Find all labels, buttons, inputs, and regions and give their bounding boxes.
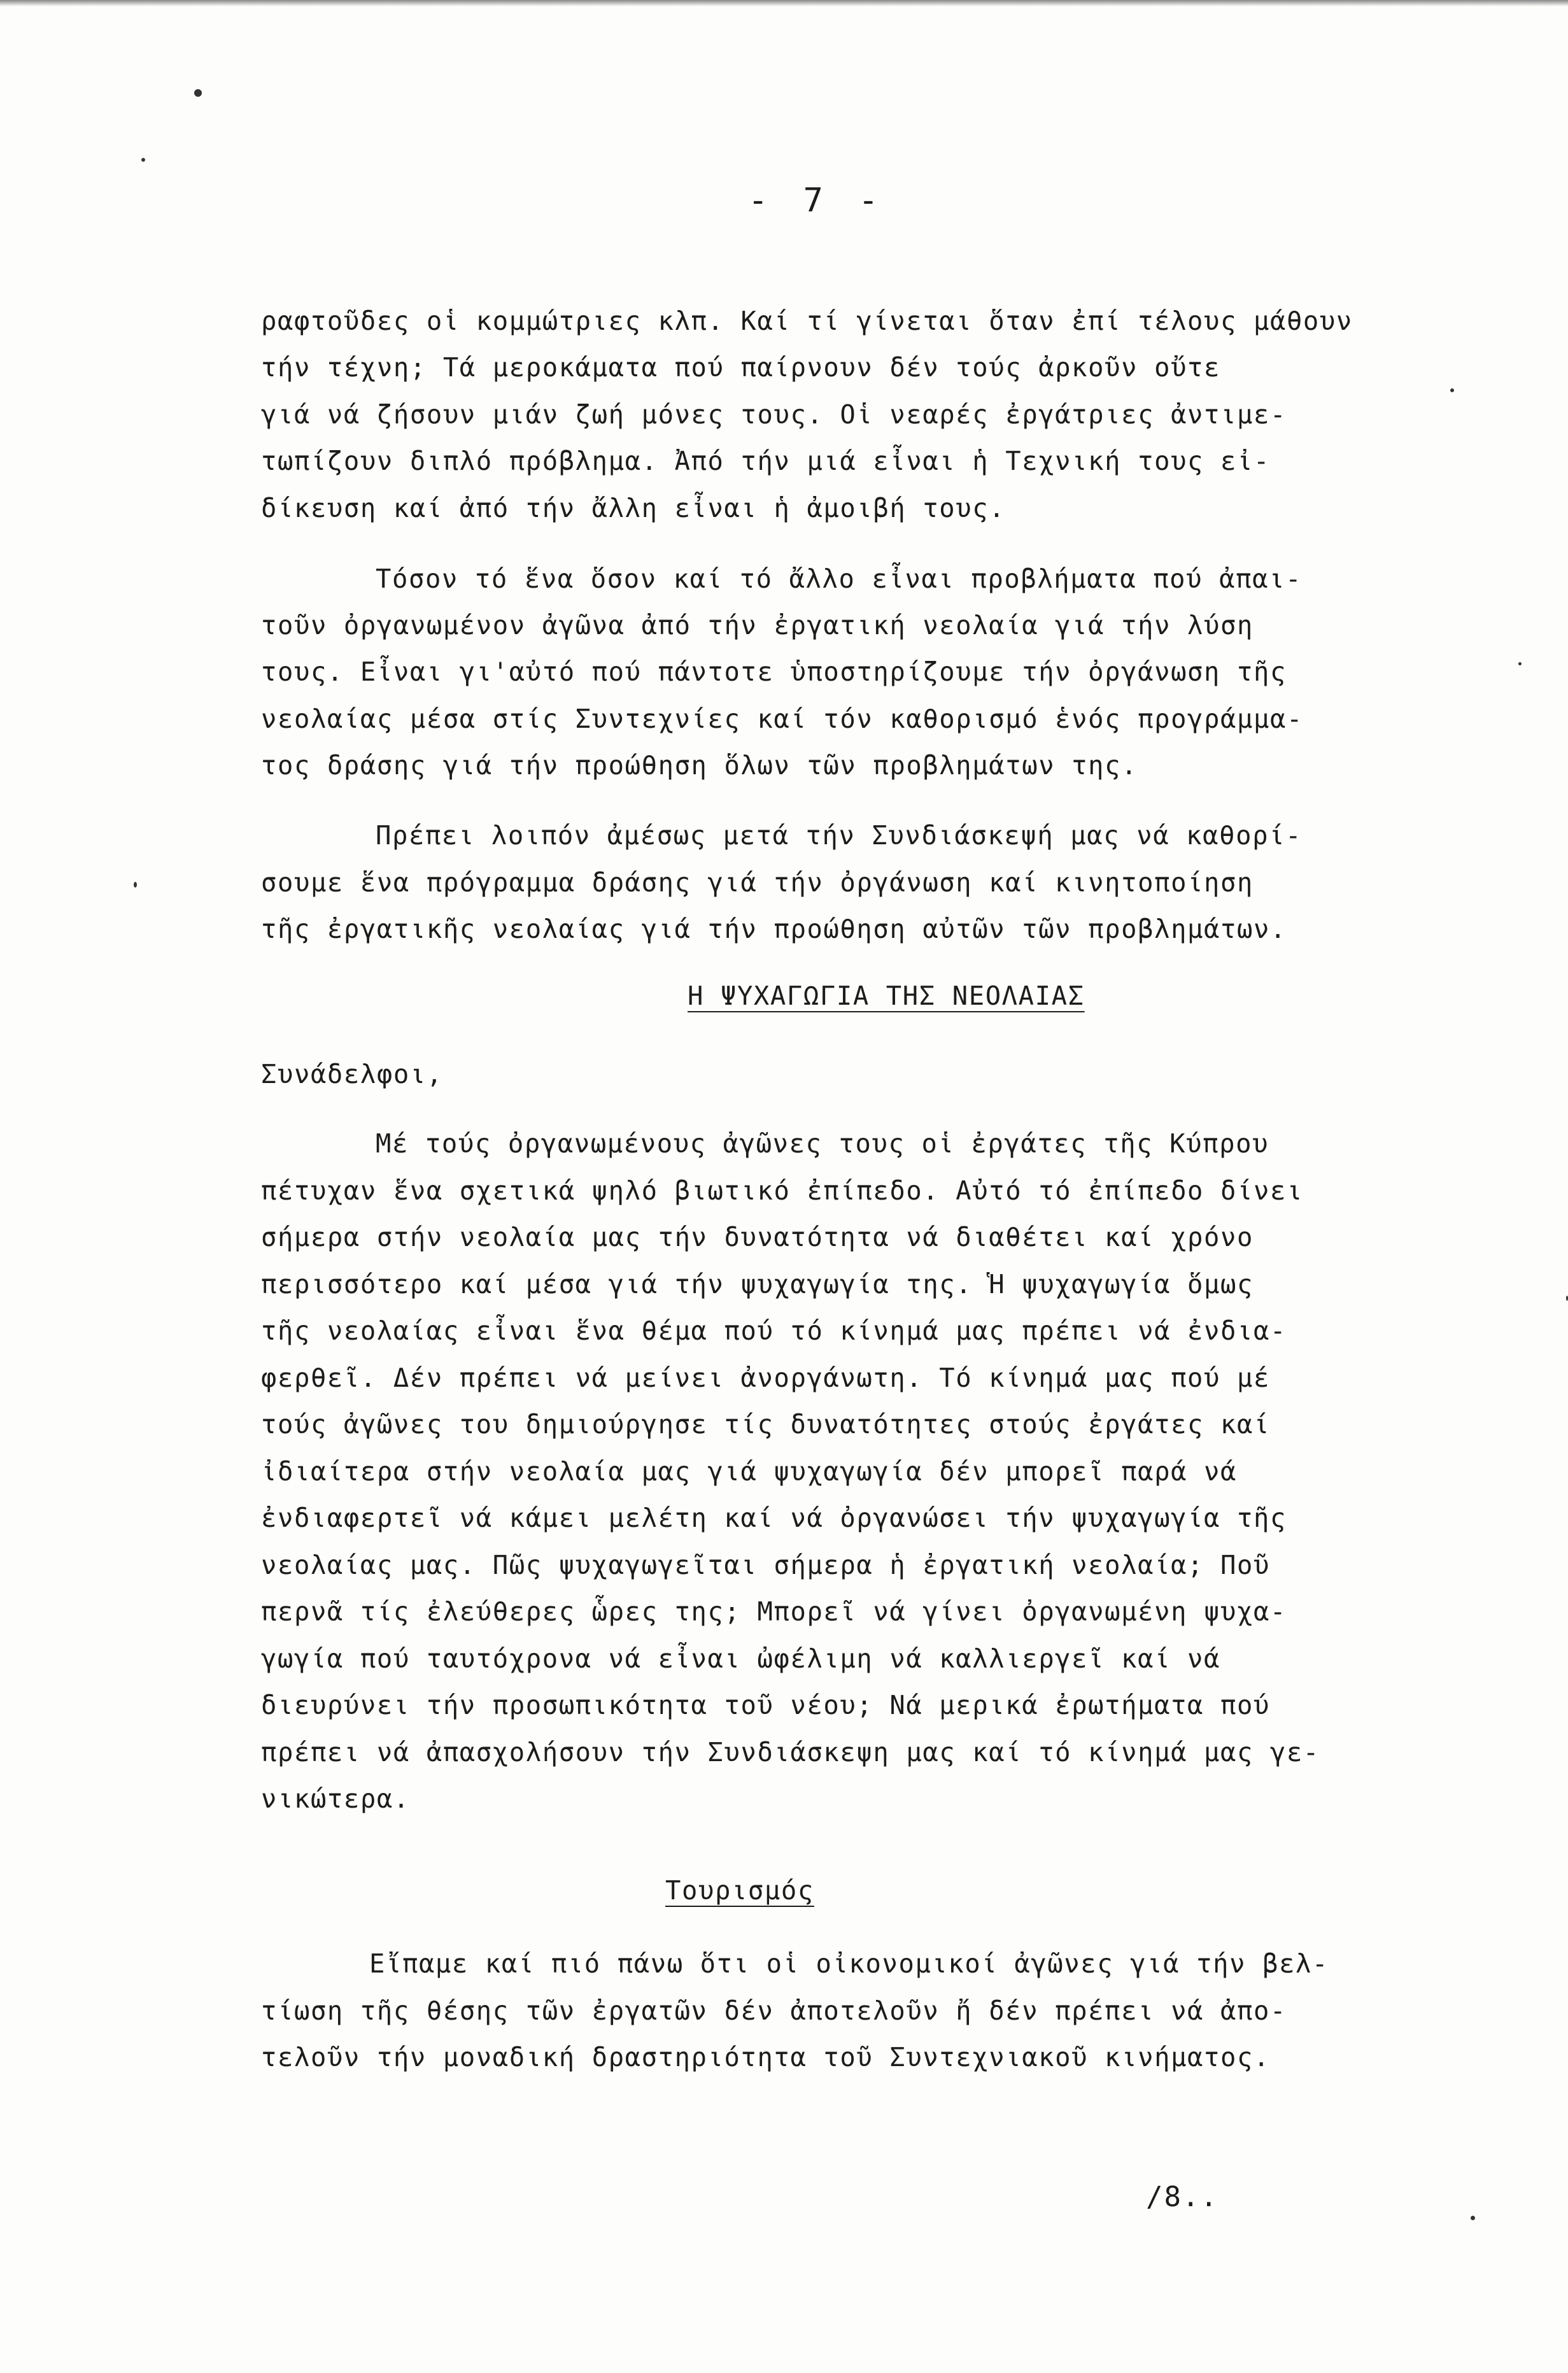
scan-speck	[194, 89, 202, 97]
text-line: γιά νά ζήσουν μιάν ζωή μόνες τους. Οἱ νεαρές ἐργάτριες ἀντιμε-	[261, 399, 1287, 430]
section-heading-tourism: Τουρισμός	[665, 1875, 814, 1906]
text-line: νικώτερα.	[261, 1783, 410, 1814]
text-line: Πρέπει λοιπόν ἀμέσως μετά τήν Συνδιάσκεψή μας νά καθορί-	[376, 820, 1303, 851]
text-line: Μέ τούς ὀργανωμένους ἀγῶνες τους οἱ ἐργάτες τῆς Κύπρου	[376, 1128, 1269, 1159]
text-line: διευρύνει τήν προσωπικότητα τοῦ νέου; Νά μερικά ἐρωτήματα πού	[261, 1690, 1270, 1720]
salutation: Συνάδελφοι,	[261, 1059, 443, 1089]
text-line: τῆς ἐργατικῆς νεολαίας γιά τήν προώθηση αὐτῶν τῶν προβλημάτων.	[261, 914, 1287, 944]
text-line: Τόσον τό ἕνα ὅσον καί τό ἄλλο εἶναι προβλήματα πού ἀπαι-	[376, 563, 1303, 594]
continuation-marker: /8..	[1146, 2181, 1218, 2213]
scan-top-edge	[0, 0, 1568, 6]
text-line: δίκευση καί ἀπό τήν ἄλλη εἶναι ἡ ἀμοιβή τους.	[261, 493, 1006, 523]
scan-speck	[1471, 2216, 1475, 2220]
text-line: τήν τέχνη; Τά μεροκάματα πού παίρνουν δέν τούς ἀρκοῦν οὔτε	[261, 352, 1221, 383]
text-line: τους. Εἶναι γι'αὐτό πού πάντοτε ὑποστηρίζουμε τήν ὀργάνωση τῆς	[261, 656, 1287, 687]
scan-speck	[1450, 388, 1454, 392]
text-line: πέτυχαν ἕνα σχετικά ψηλό βιωτικό ἐπίπεδο. Αὐτό τό ἐπίπεδο δίνει	[261, 1175, 1303, 1206]
text-line: ἐνδιαφερτεῖ νά κάμει μελέτη καί νά ὀργανώσει τήν ψυχαγωγία τῆς	[261, 1503, 1287, 1533]
text-line: σουμε ἕνα πρόγραμμα δράσης γιά τήν ὀργάνωση καί κινητοποίηση	[261, 867, 1254, 898]
text-line: νεολαίας μας. Πῶς ψυχαγωγεῖται σήμερα ἡ ἐργατική νεολαία; Ποῦ	[261, 1550, 1270, 1580]
text-line: περισσότερο καί μέσα γιά τήν ψυχαγωγία της. Ἡ ψυχαγωγία ὅμως	[261, 1269, 1254, 1300]
scan-speck	[141, 158, 145, 162]
scan-speck	[134, 882, 137, 888]
text-line: ἰδιαίτερα στήν νεολαία μας γιά ψυχαγωγία δέν μπορεῖ παρά νά	[261, 1456, 1237, 1487]
scan-speck	[1518, 662, 1522, 665]
text-line: νεολαίας μέσα στίς Συντεχνίες καί τόν καθορισμό ἑνός προγράμμα-	[261, 704, 1303, 734]
text-line: Εἴπαμε καί πιό πάνω ὅτι οἱ οἰκονομικοί ἀγῶνες γιά τήν βελ-	[369, 1948, 1329, 1979]
text-line: σήμερα στήν νεολαία μας τήν δυνατότητα νά διαθέτει καί χρόνο	[261, 1222, 1254, 1252]
text-line: τος δράσης γιά τήν προώθηση ὅλων τῶν προβλημάτων της.	[261, 750, 1138, 781]
page-number: - 7 -	[748, 181, 886, 220]
text-line: φερθεῖ. Δέν πρέπει νά μείνει ἀνοργάνωτη. Τό κίνημά μας πού μέ	[261, 1363, 1270, 1393]
text-line: γωγία πού ταυτόχρονα νά εἶναι ὠφέλιμη νά καλλιεργεῖ καί νά	[261, 1643, 1221, 1674]
text-line: τῆς νεολαίας εἶναι ἕνα θέμα πού τό κίνημά μας πρέπει νά ἐνδια-	[261, 1315, 1287, 1346]
text-line: περνᾶ τίς ἐλεύθερες ὧρες της; Μπορεῖ νά γίνει ὀργανωμένη ψυχα-	[261, 1596, 1287, 1627]
text-line: τελοῦν τήν μοναδική δραστηριότητα τοῦ Συντεχνιακοῦ κινήματος.	[261, 2042, 1270, 2072]
text-line: πρέπει νά ἀπασχολήσουν τήν Συνδιάσκεψη μας καί τό κίνημά μας γε-	[261, 1737, 1320, 1767]
text-line: τούς ἀγῶνες του δημιούργησε τίς δυνατότητες στούς ἐργάτες καί	[261, 1409, 1270, 1440]
text-line: τίωση τῆς θέσης τῶν ἐργατῶν δέν ἀποτελοῦν ἤ δέν πρέπει νά ἀπο-	[261, 1995, 1287, 2026]
text-line: τοῦν ὀργανωμένον ἀγῶνα ἀπό τήν ἐργατική νεολαία γιά τήν λύση	[261, 610, 1254, 641]
section-heading-entertainment: Η ΨΥΧΑΓΩΓΙΑ ΤΗΣ ΝΕΟΛΑΙΑΣ	[688, 981, 1085, 1011]
text-line: τωπίζουν διπλό πρόβλημα. Ἀπό τήν μιά εἶναι ἡ Τεχνική τους εἰ-	[261, 446, 1270, 476]
text-line: ραφτοῦδες οἱ κομμώτριες κλπ. Καί τί γίνεται ὅταν ἐπί τέλους μάθουν	[261, 306, 1353, 336]
